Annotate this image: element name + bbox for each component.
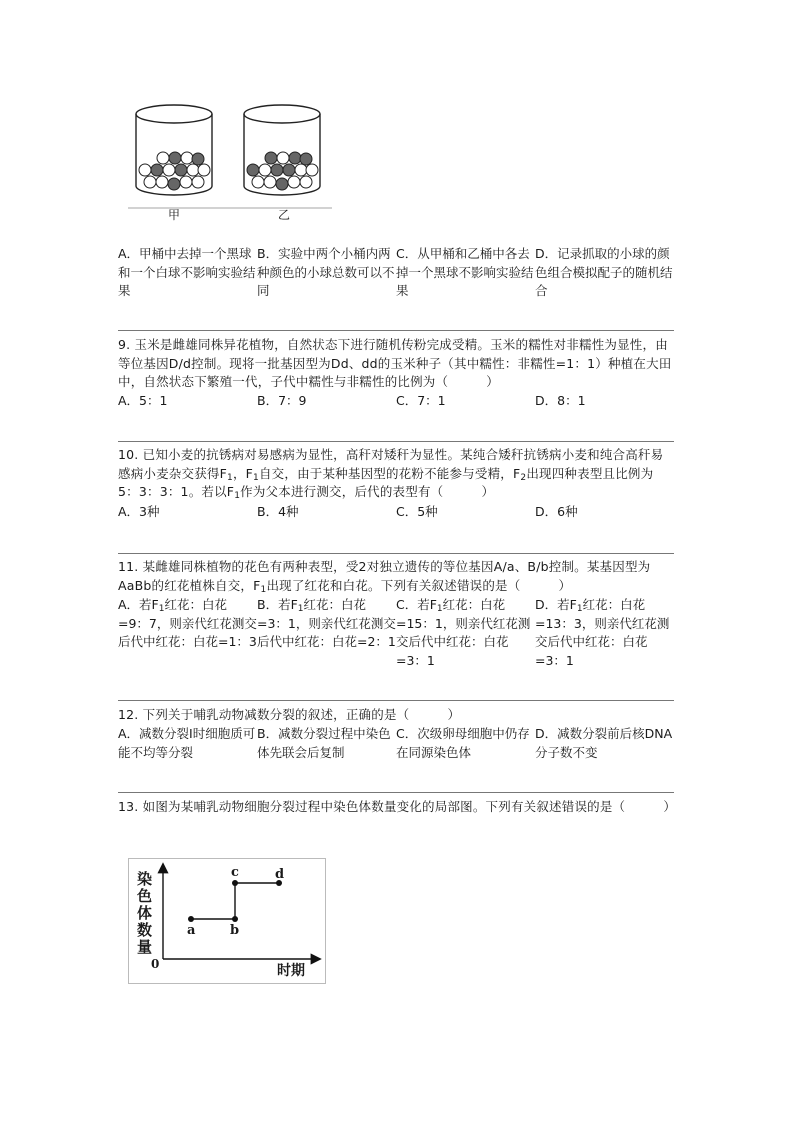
q11-option-b[interactable]: B．若$F_1$红花：白花=3：1，则亲代红花测交后代中红花：白花=2：1	[257, 597, 396, 649]
q13-stem: 13. 如图为某哺乳动物细胞分裂过程中染色体数量变化的局部图。下列有关叙述错误的是（ ）	[118, 799, 677, 814]
q10-option-d[interactable]: D．6种	[535, 504, 578, 519]
q13-label-d: d	[275, 867, 285, 882]
q12-option-b[interactable]: B．减数分裂过程中染色体先联会后复制	[257, 726, 391, 760]
label-yi: 乙	[278, 208, 291, 222]
balls-jia	[139, 152, 210, 190]
q10-option-a[interactable]: A．3种	[118, 504, 160, 519]
q13-point-c	[232, 880, 238, 886]
q12-option-a[interactable]: A．减数分裂Ⅰ时细胞质可能不均等分裂	[118, 726, 256, 760]
q13-label-a: a	[187, 923, 196, 938]
q11-options	[118, 596, 674, 670]
divider-q12	[118, 700, 674, 701]
q8-option-b[interactable]: B．实验中两个小桶内两种颜色的小球总数可以不同	[257, 246, 395, 298]
bucket-figure	[128, 100, 332, 220]
q13-origin: 0	[151, 957, 160, 971]
q12-option-d[interactable]: D．减数分裂前后核DNA分子数不变	[535, 726, 673, 760]
q10-option-b[interactable]: B．4种	[257, 504, 299, 519]
q9-option-c[interactable]: C．7：1	[396, 393, 446, 408]
q13-y-label-text: 染色体数量	[137, 870, 153, 956]
q11-option-a[interactable]: A．若$F_1$红花：白花=9：7，则亲代红花测交后代中红花：白花=1：3	[118, 597, 257, 649]
q12-option-c[interactable]: C．次级卵母细胞中仍存在同源染色体	[396, 726, 530, 760]
q13-chart-svg	[129, 859, 325, 983]
q10-stem: 10. 已知小麦的抗锈病对易感病为显性，高秆对矮秆为显性。某纯合矮秆抗锈病小麦和纯合高秆易感病小麦杂交获得$F_1$，$F_1$自交，由于某种基因型的花粉不能参与受精，$F_2$出现四种表型且比例为5：3：3：1。若以$F_1$作为父本进行测交，后代的表型有（ ）	[118, 447, 664, 501]
q13-x-label: 时期	[277, 963, 305, 979]
q13-label-b: b	[230, 923, 240, 938]
q8-option-c[interactable]: C．从甲桶和乙桶中各去掉一个黑球不影响实验结果	[396, 246, 534, 298]
q12-options	[118, 725, 674, 762]
q8-option-d[interactable]: D．记录抓取的小球的颜色组合模拟配子的随机结合	[535, 246, 673, 298]
q13-point-a	[188, 916, 194, 922]
q13-label-c: c	[231, 865, 239, 880]
divider-q10	[118, 441, 674, 442]
q10-options	[118, 503, 674, 522]
q10-option-c[interactable]: C．5种	[396, 504, 438, 519]
q11-stem: 11. 某雌雄同株植物的花色有两种表型，受2对独立遗传的等位基因A/a、B/b控制。某基因型为AaBb的红花植株自交，$F_1$出现了红花和白花。下列有关叙述错误的是（ ）	[118, 559, 651, 595]
q11-option-d[interactable]: D．若$F_1$红花：白花=13：3，则亲代红花测交后代中红花：白花=3：1	[535, 597, 670, 668]
divider-q13	[118, 792, 674, 793]
q9-stem: 9. 玉米是雌雄同株异花植物，自然状态下进行随机传粉完成受精。玉米的糯性对非糯性为显性，由等位基因D/d控制。现将一批基因型为Dd、dd的玉米种子（其中糯性：非糯性=1：1）种植在大田中，自然状态下繁殖一代，子代中糯性与非糯性的比例为（ ）	[118, 337, 672, 389]
q13-chart	[128, 858, 326, 984]
balls-yi	[247, 152, 318, 190]
q9-option-d[interactable]: D．8：1	[535, 393, 586, 408]
q9-option-b[interactable]: B．7：9	[257, 393, 307, 408]
q12-stem: 12. 下列关于哺乳动物减数分裂的叙述，正确的是（ ）	[118, 707, 461, 722]
divider-q11	[118, 553, 674, 554]
q9-options	[118, 392, 674, 411]
q11-option-c[interactable]: C．若$F_1$红花：白花=15：1，则亲代红花测交后代中红花：白花=3：1	[396, 597, 531, 668]
q9-option-a[interactable]: A．5：1	[118, 393, 168, 408]
divider-q9	[118, 330, 674, 331]
q8-options	[118, 245, 674, 301]
q13-point-b	[232, 916, 238, 922]
label-jia: 甲	[168, 208, 181, 222]
q13-line	[191, 883, 279, 919]
q8-option-a[interactable]: A．甲桶中去掉一个黑球和一个白球不影响实验结果	[118, 246, 256, 298]
